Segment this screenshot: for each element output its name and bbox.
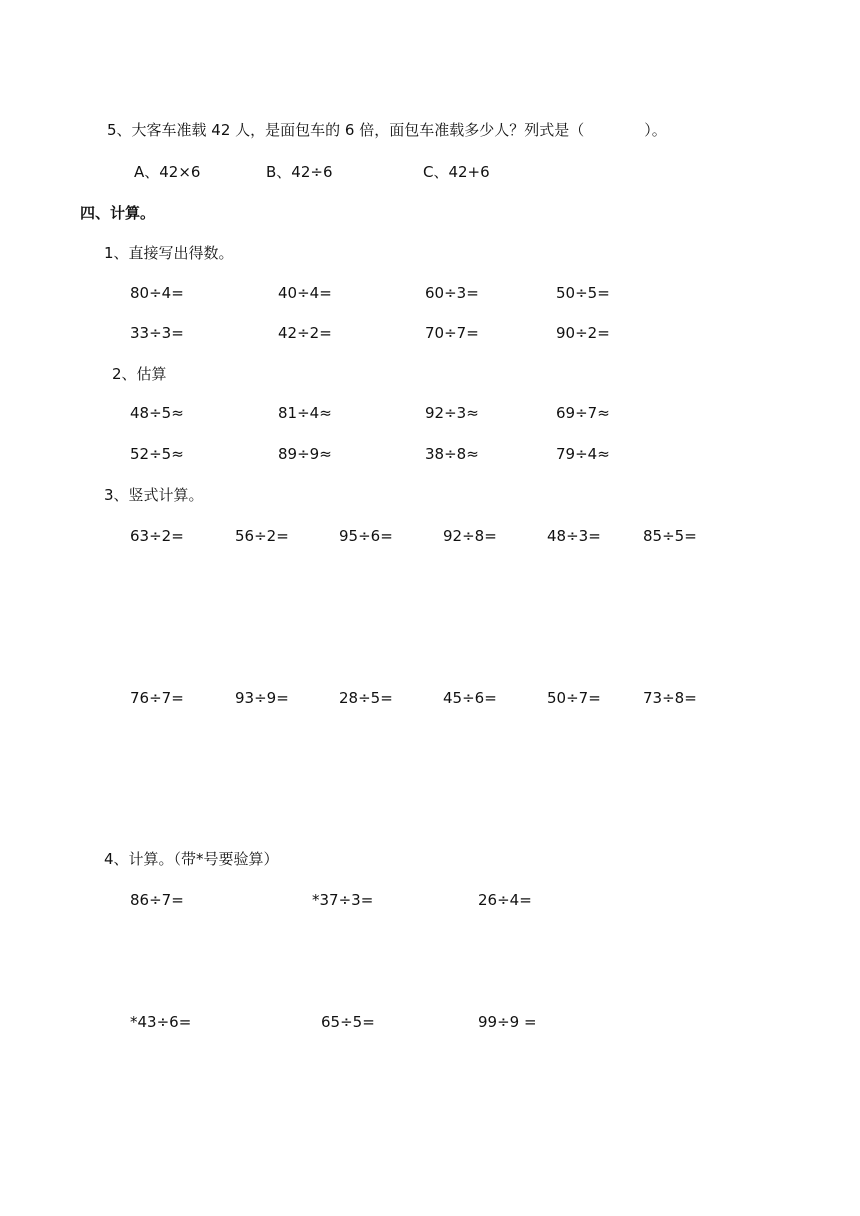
problem: *37÷3= <box>312 891 374 909</box>
problem: 80÷4= <box>130 284 184 302</box>
problem: 50÷5= <box>556 284 610 302</box>
problem: 56÷2= <box>235 527 289 545</box>
problem: 48÷3= <box>547 527 601 545</box>
problem: 33÷3= <box>130 324 184 342</box>
problem: 76÷7= <box>130 689 184 707</box>
option-b: B、42÷6 <box>266 163 333 181</box>
problem: 92÷3≈ <box>425 404 479 422</box>
problem: 85÷5= <box>643 527 697 545</box>
problem: 40÷4= <box>278 284 332 302</box>
problem: 70÷7= <box>425 324 479 342</box>
problem: *43÷6= <box>130 1013 192 1031</box>
problem: 38÷8≈ <box>425 445 479 463</box>
problem: 65÷5= <box>321 1013 375 1031</box>
problem: 26÷4= <box>478 891 532 909</box>
option-c: C、42+6 <box>423 163 490 181</box>
problem: 69÷7≈ <box>556 404 610 422</box>
problem: 92÷8= <box>443 527 497 545</box>
problem: 52÷5≈ <box>130 445 184 463</box>
problem: 89÷9≈ <box>278 445 332 463</box>
problem: 79÷4≈ <box>556 445 610 463</box>
problem: 73÷8= <box>643 689 697 707</box>
problem: 42÷2= <box>278 324 332 342</box>
problem: 63÷2= <box>130 527 184 545</box>
problem: 93÷9= <box>235 689 289 707</box>
section-title: 四、计算。 <box>80 204 156 222</box>
problem: 48÷5≈ <box>130 404 184 422</box>
option-a: A、42×6 <box>134 163 201 181</box>
part-1-title: 1、直接写出得数。 <box>104 244 234 262</box>
problem: 99÷9 = <box>478 1013 537 1031</box>
problem: 95÷6= <box>339 527 393 545</box>
problem: 50÷7= <box>547 689 601 707</box>
part-3-title: 3、竖式计算。 <box>104 486 204 504</box>
part-4-title: 4、计算。（带*号要验算） <box>104 850 279 868</box>
problem: 60÷3= <box>425 284 479 302</box>
question-5-text: 5、大客车准载 42 人，是面包车的 6 倍，面包车准载多少人？列式是（ ）。 <box>107 121 667 139</box>
problem: 90÷2= <box>556 324 610 342</box>
problem: 86÷7= <box>130 891 184 909</box>
problem: 81÷4≈ <box>278 404 332 422</box>
part-2-title: 2、估算 <box>112 365 167 383</box>
problem: 45÷6= <box>443 689 497 707</box>
problem: 28÷5= <box>339 689 393 707</box>
